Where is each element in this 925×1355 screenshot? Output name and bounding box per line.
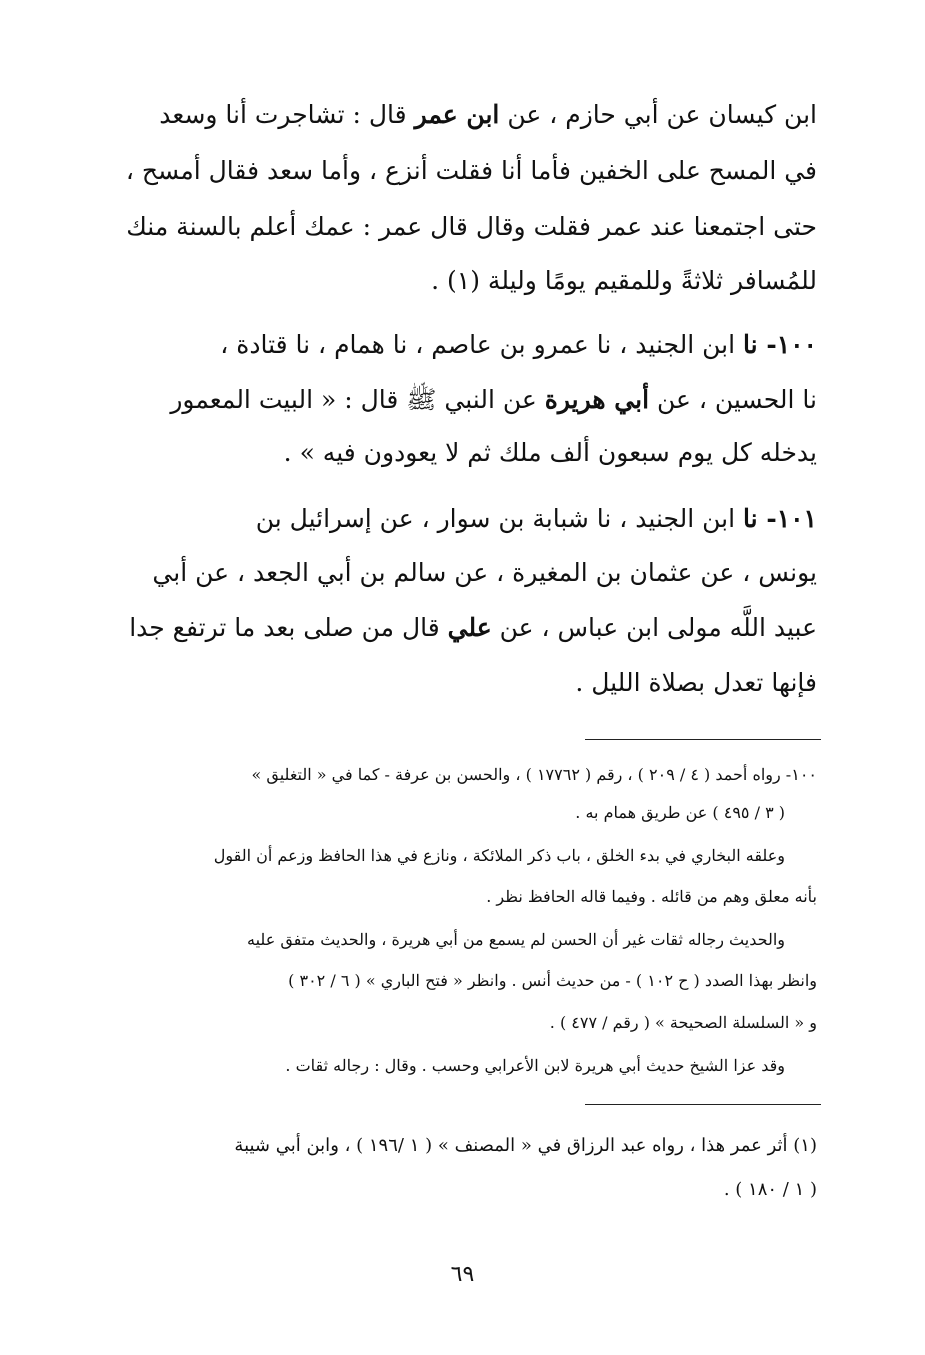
text-line: في المسح على الخفين فأما أنا فقلت أنزع ، وأما سعد فقال أمسح ،	[125, 156, 817, 185]
note-line: وقد عزا الشيخ حديث أبي هريرة لابن الأعرابي وحسب . وقال : رجاله ثقات .	[285, 1056, 785, 1075]
text-segment: ابن كيسان عن أبي حازم ، عن	[499, 100, 817, 129]
text-line: يدخله كل يوم سبعون ألف ملك ثم لا يعودون فيه » .	[283, 438, 817, 467]
text-segment: نا الحسين ، عن	[649, 385, 817, 414]
note-line: ( ٣ / ٤٩٥ ) عن طريق همام به .	[575, 803, 785, 822]
footnote-line: (١) أثر عمر هذا ، رواه عبد الرزاق في « المصنف » ( ١ /١٩٦ ) ، وابن أبي شيبة	[234, 1135, 817, 1156]
note-line: وانظر بهذا الصدد ( ح ١٠٢ ) - من حديث أنس . وانظر « فتح الباري » ( ٦ / ٣٠٢ )	[288, 971, 817, 990]
footnote-line: ( ١ / ١٨٠ ) .	[723, 1179, 817, 1200]
narrator-name: ابن عمر	[414, 100, 500, 129]
notes-divider	[585, 739, 821, 740]
narrator-name: علي	[447, 613, 492, 642]
hadith-number: ١٠٠- نا	[743, 330, 817, 359]
narrator-name: أبي هريرة	[544, 385, 650, 414]
note-line: ١٠٠- رواه أحمد ( ٤ / ٢٠٩ ) ، رقم ( ١٧٧٦٢ ) ، والحسن بن عرفة - كما في « التغليق »	[251, 765, 817, 784]
text-segment: ابن الجنيد ، نا شبابة بن سوار ، عن إسرائيل بن	[255, 504, 744, 533]
text-segment: عن النبي ﷺ قال : « البيت المعمور	[170, 385, 545, 414]
footnote-divider	[585, 1104, 821, 1105]
text-line: فإنها تعدل بصلاة الليل .	[575, 668, 817, 697]
text-line	[159, 100, 817, 130]
note-line: بأنه معلق وهم من قائله . وفيما قاله الحافظ نظر .	[486, 887, 817, 906]
text-line	[170, 385, 817, 415]
text-segment: قال : تشاجرت أنا وسعد	[159, 100, 415, 129]
note-line: والحديث رجاله ثقات غير أن الحسن لم يسمع من أبي هريرة ، والحديث متفق عليه	[246, 930, 785, 949]
text-line: يونس ، عن عثمان بن المغيرة ، عن سالم بن أبي الجعد ، عن أبي	[152, 558, 817, 587]
note-line: و « السلسلة الصحيحة » ( رقم / ٤٧٧ ) .	[549, 1013, 817, 1032]
text-segment: ابن الجنيد ، نا عمرو بن عاصم ، نا همام ، نا قتادة ،	[220, 330, 744, 359]
text-segment: عبيد اللَّه مولى ابن عباس ، عن	[491, 613, 817, 642]
text-line	[129, 613, 817, 643]
hadith-100-line	[220, 330, 817, 360]
text-line: حتى اجتمعنا عند عمر فقلت وقال قال عمر : عمك أعلم بالسنة منك	[126, 212, 817, 241]
text-segment: قال من صلى بعد ما ترتفع جدا	[129, 613, 448, 642]
note-line: وعلقه البخاري في بدء الخلق ، باب ذكر الملائكة ، ونازع في هذا الحافظ وزعم أن القول	[213, 846, 785, 865]
hadith-101-line	[256, 504, 817, 534]
hadith-number: ١٠١- نا	[743, 504, 817, 533]
text-line: للمُسافر ثلاثةً وللمقيم يومًا وليلة (١) .	[431, 266, 817, 295]
page-number: ٦٩	[450, 1262, 475, 1287]
